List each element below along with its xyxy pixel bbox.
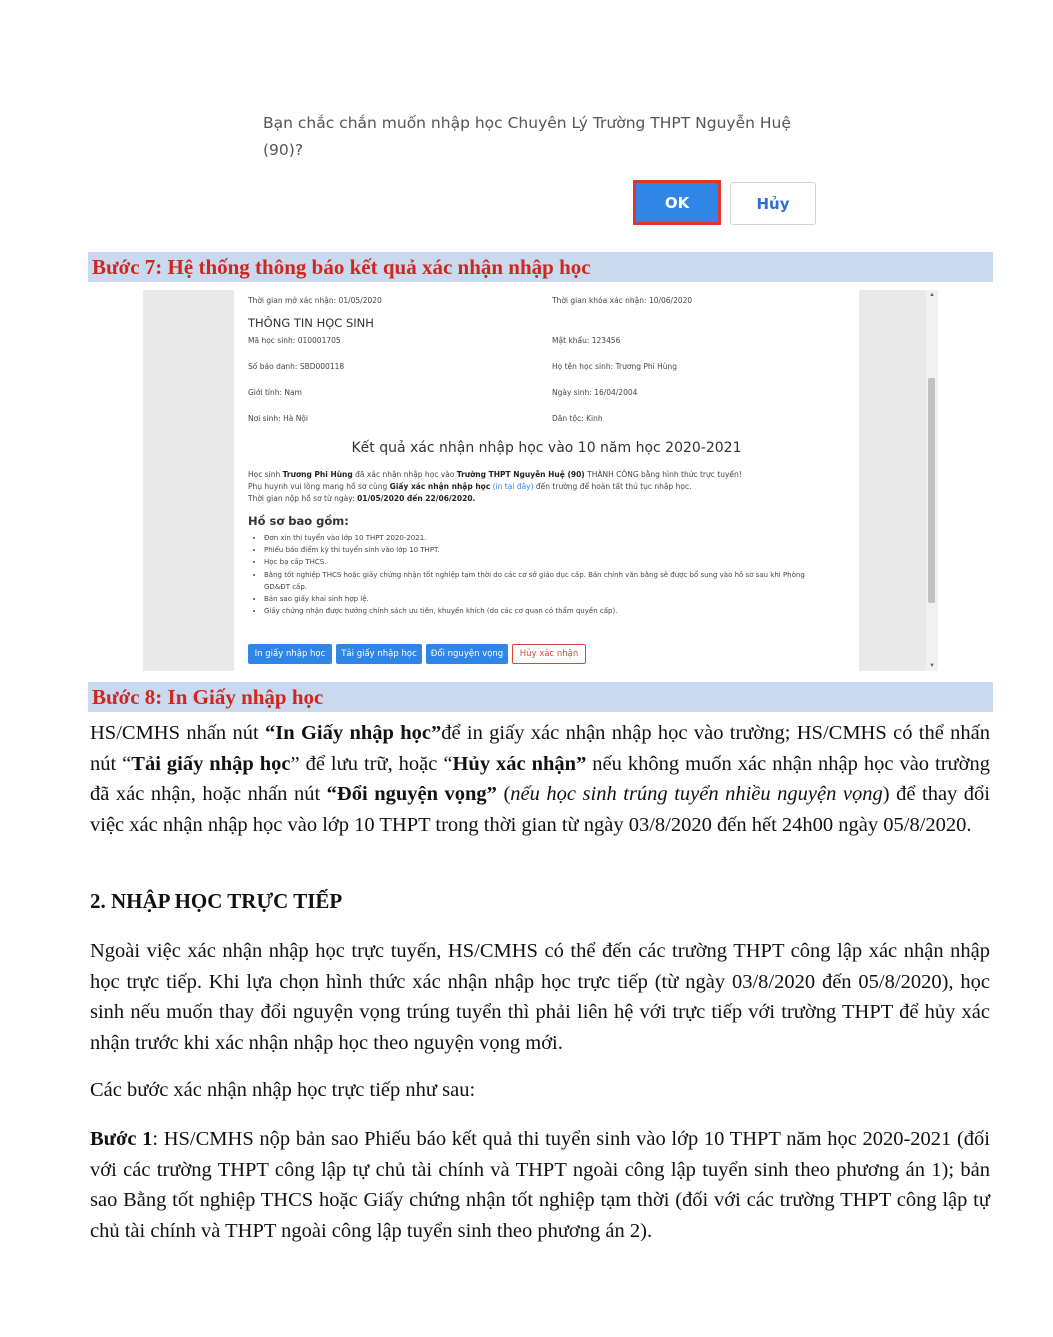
download-admission-button[interactable]: Tải giấy nhập học (336, 644, 422, 664)
steps-intro: Các bước xác nhận nhập học trực tiếp như sau: (90, 1079, 476, 1101)
close-time: Thời gian khóa xác nhận: 10/06/2020 (552, 296, 693, 305)
student-info-title: THÔNG TIN HỌC SINH (248, 316, 374, 330)
student-name: Họ tên học sinh: Trương Phi Hùng (552, 362, 678, 371)
scroll-down-icon[interactable]: ▼ (929, 663, 935, 669)
scroll-up-icon[interactable]: ▲ (929, 292, 935, 298)
result-line-2: Phụ huynh vui lòng mang hồ sơ cùng Giấy xác nhận nhập học (in tại đây) đến trường để hoàn tất thủ tục nhập học. (248, 482, 692, 491)
documents-title: Hồ sơ bao gồm: (248, 514, 349, 528)
list-item: • Bản sao giấy khai sinh hợp lệ. (264, 593, 824, 605)
step-8-paragraph: HS/CMHS nhấn nút “In Giấy nhập học”để in giấy xác nhận nhập học vào trường; HS/CMHS có thể nhấn nút “Tải giấy nhập học” để lưu trữ, hoặc “Hủy xác nhận” nếu không muốn xác nhận nhập học vào trường đã xác nhận, hoặc nhấn nút “Đổi nguyện vọng” (nếu học sinh trúng tuyển nhiều nguyện vọng) để thay đổi việc xác nhận nhập học vào lớp 10 THPT trong thời gian từ ngày 03/8/2020 đến hết 24h00 ngày 05/8/2020. (90, 722, 991, 836)
list-item: • Phiếu báo điểm kỳ thi tuyển sinh vào lớp 10 THPT. (264, 544, 824, 556)
result-line-3: Thời gian nộp hồ sơ từ ngày: 01/05/2020 đến 22/06/2020. (248, 494, 476, 503)
step-8-heading: Bước 8: In Giấy nhập học (88, 682, 993, 712)
result-title: Kết quả xác nhận nhập học vào 10 năm học 2020-2021 (351, 440, 742, 456)
step-1-paragraph: Bước 1: HS/CMHS nộp bản sao Phiếu báo kết quả thi tuyển sinh vào lớp 10 THPT năm học 2020-2021 (đối với các trường THPT công lập tự chủ tài chính và THPT ngoài công lập tuyển sinh theo phương án 1); bản sao Bằng tốt nghiệp THCS hoặc Giấy chứng nhận tốt nghiệp tạm thời (đối với các trường THPT công lập tự chủ tài chính và THPT ngoài công lập tuyển sinh theo phương án 2). (90, 1128, 990, 1242)
list-item: • Học bạ cấp THCS. (264, 556, 824, 568)
cancel-confirmation-button[interactable]: Hủy xác nhận (512, 644, 586, 664)
documents-list (254, 532, 824, 617)
cancel-button[interactable]: Hủy (730, 182, 816, 225)
print-admission-button[interactable]: In giấy nhập học (248, 644, 332, 664)
ok-button[interactable]: OK (633, 180, 721, 225)
result-line-1: Học sinh Trương Phi Hùng đã xác nhận nhập học vào Trường THPT Nguyễn Huệ (90) THÀNH CÔNG bằng hình thức trực tuyến! (248, 470, 742, 479)
gender: Giới tính: Nam (248, 388, 302, 397)
confirm-message: Bạn chắc chắn muốn nhập học Chuyên Lý Trường THPT Nguyễn Huệ (90)? (263, 114, 791, 159)
print-here-link[interactable]: (in tại đây) (492, 482, 534, 491)
change-preference-button[interactable]: Đổi nguyện vọng (426, 644, 508, 664)
password: Mật khẩu: 123456 (552, 336, 621, 345)
open-time: Thời gian mở xác nhận: 01/05/2020 (248, 296, 382, 305)
date-of-birth: Ngày sinh: 16/04/2004 (552, 388, 638, 397)
ethnicity: Dân tộc: Kinh (552, 414, 603, 423)
birthplace: Nơi sinh: Hà Nội (248, 414, 308, 423)
section-2-paragraph: Ngoài việc xác nhận nhập học trực tuyến, HS/CMHS có thể đến các trường THPT công lập xác nhận nhập học trực tiếp. Khi lựa chọn hình thức xác nhận nhập học trực tiếp (từ ngày 03/8/2020 đến 05/8/2020), học sinh nếu muốn thay đổi nguyện vọng trúng tuyển thì phải liên hệ với trực tiếp với trường THPT để hủy xác nhận trước khi xác nhận nhập học theo nguyện vọng mới. (90, 940, 990, 1054)
scrollbar[interactable] (926, 290, 938, 671)
result-screenshot (143, 290, 938, 671)
list-item: • Bằng tốt nghiệp THCS hoặc giấy chứng nhận tốt nghiệp tạm thời do các cơ sở giáo dục cấp. Bản chính văn bằng sẽ được bổ sung vào hồ sơ sau khi Phòng GD&ĐT cấp. (264, 569, 824, 593)
candidate-number: Số báo danh: SBD000118 (248, 362, 345, 371)
list-item: • Giấy chứng nhận được hưởng chính sách ưu tiên, khuyến khích (do các cơ quan có thẩm quyền cấp). (264, 605, 824, 617)
list-item: • Đơn xin thi tuyển vào lớp 10 THPT 2020-2021. (264, 532, 824, 544)
student-id: Mã học sinh: 010001705 (248, 336, 341, 345)
step-7-heading: Bước 7: Hệ thống thông báo kết quả xác nhận nhập học (88, 252, 993, 282)
scroll-thumb[interactable] (928, 378, 935, 603)
section-2-heading: 2. NHẬP HỌC TRỰC TIẾP (90, 889, 343, 913)
result-page (234, 290, 859, 671)
